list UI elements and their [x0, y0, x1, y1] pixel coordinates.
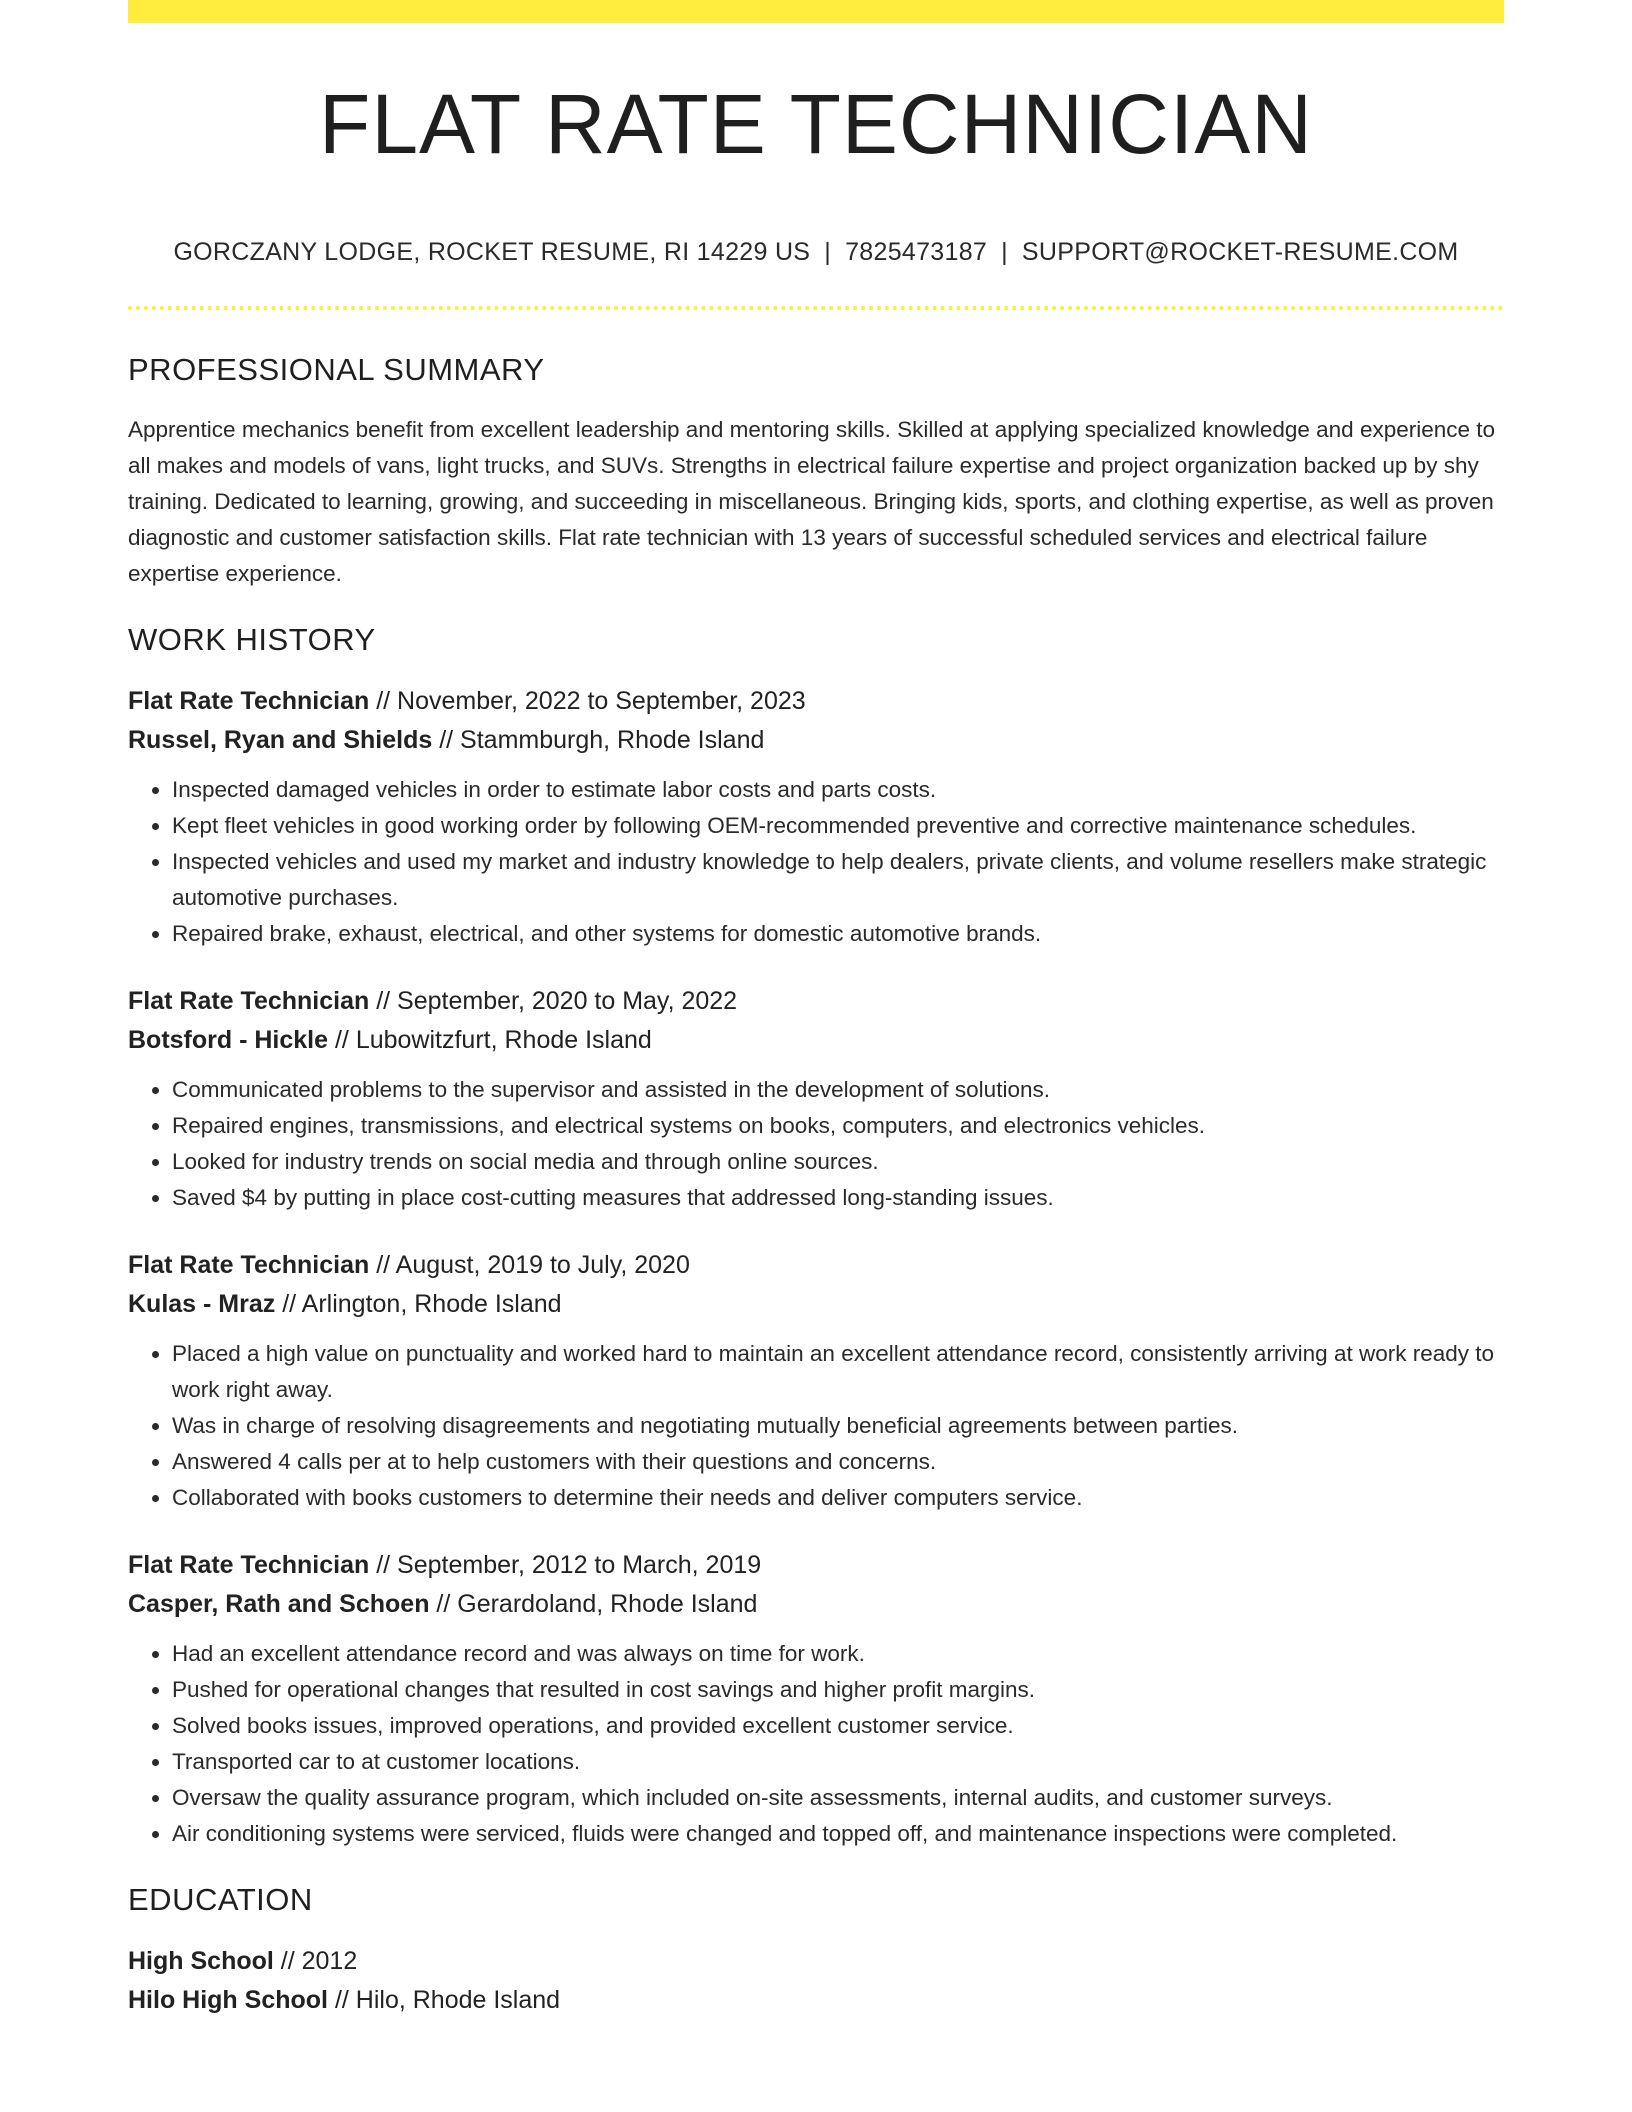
list-item: • Repaired brake, exhaust, electrical, and other systems for domestic automotive brands. — [172, 916, 1504, 952]
list-item: • Communicated problems to the supervisor and assisted in the development of solutions. — [172, 1072, 1504, 1108]
list-item: • Inspected vehicles and used my market and industry knowledge to help dealers, private clients, and volume resellers make strategic automotive purchases. — [172, 844, 1504, 916]
job-bullets — [128, 1636, 1504, 1852]
job-role: Flat Rate Technician — [128, 687, 370, 715]
job-location: // Lubowitzfurt, Rhode Island — [328, 1026, 652, 1054]
education-location: // Hilo, Rhode Island — [328, 1986, 561, 2014]
email: SUPPORT@ROCKET-RESUME.COM — [1021, 238, 1459, 266]
job-bullets — [128, 772, 1504, 952]
job-location: // Gerardoland, Rhode Island — [429, 1590, 758, 1618]
education-year: // 2012 — [273, 1947, 358, 1975]
list-item: • Air conditioning systems were serviced, fluids were changed and topped off, and maintenance inspections were completed. — [172, 1816, 1504, 1852]
list-item: • Kept fleet vehicles in good working order by following OEM-recommended preventive and corrective maintenance schedules. — [172, 808, 1504, 844]
job-dates: // August, 2019 to July, 2020 — [369, 1251, 690, 1279]
separator: | — [824, 238, 832, 266]
job-role-line — [128, 682, 1504, 721]
job-company-line — [128, 1585, 1504, 1624]
address: GORCZANY LODGE, ROCKET RESUME, RI 14229 US — [173, 238, 811, 266]
section-title-work: WORK HISTORY — [128, 622, 376, 657]
divider — [128, 306, 1504, 310]
list-item: • Answered 4 calls per at to help customers with their questions and concerns. — [172, 1444, 1504, 1480]
resume-title: FLAT RATE TECHNICIAN — [319, 77, 1313, 171]
job-company: Botsford - Hickle — [128, 1026, 329, 1054]
job-entry — [128, 1246, 1504, 1516]
contact-line — [128, 238, 1504, 267]
job-role: Flat Rate Technician — [128, 1551, 370, 1579]
accent-bar — [128, 0, 1504, 23]
list-item: • Repaired engines, transmissions, and electrical systems on books, computers, and electronics vehicles. — [172, 1108, 1504, 1144]
section-title-education: EDUCATION — [128, 1882, 313, 1917]
phone: 7825473187 — [845, 238, 988, 266]
job-dates: // November, 2022 to September, 2023 — [369, 687, 806, 715]
list-item: • Had an excellent attendance record and was always on time for work. — [172, 1636, 1504, 1672]
list-item: • Saved $4 by putting in place cost-cutting measures that addressed long-standing issues. — [172, 1180, 1504, 1216]
job-role-line — [128, 982, 1504, 1021]
job-bullets — [128, 1336, 1504, 1516]
job-role: Flat Rate Technician — [128, 987, 370, 1015]
list-item: • Pushed for operational changes that resulted in cost savings and higher profit margins. — [172, 1672, 1504, 1708]
job-role: Flat Rate Technician — [128, 1251, 370, 1279]
list-item: • Oversaw the quality assurance program, which included on-site assessments, internal audits, and customer surveys. — [172, 1780, 1504, 1816]
list-item: • Transported car to at customer locations. — [172, 1744, 1504, 1780]
job-role-line — [128, 1546, 1504, 1585]
list-item: • Placed a high value on punctuality and worked hard to maintain an excellent attendance record, consistently arriving at work ready to work right away. — [172, 1336, 1504, 1408]
list-item: • Looked for industry trends on social media and through online sources. — [172, 1144, 1504, 1180]
job-bullets — [128, 1072, 1504, 1216]
job-entry — [128, 982, 1504, 1216]
job-company: Casper, Rath and Schoen — [128, 1590, 430, 1618]
list-item: • Collaborated with books customers to determine their needs and deliver computers service. — [172, 1480, 1504, 1516]
resume-body — [128, 352, 1504, 2020]
summary-text: Apprentice mechanics benefit from excellent leadership and mentoring skills. Skilled at applying specialized knowledge and experience to all makes and models of vans, light trucks, and SUVs. Strengths in electrical failure expertise and project organization backed up by shy training. Dedicated to learning, growing, and succeeding in miscellaneous. Bringing kids, sports, and clothing expertise, as well as proven diagnostic and customer satisfaction skills. Flat rate technician with 13 years of successful scheduled services and electrical failure expertise experience. — [128, 417, 1496, 586]
education-degree: High School — [128, 1947, 274, 1975]
job-company-line — [128, 1021, 1504, 1060]
section-title-summary: PROFESSIONAL SUMMARY — [128, 352, 545, 387]
list-item: • Inspected damaged vehicles in order to estimate labor costs and parts costs. — [172, 772, 1504, 808]
separator: | — [1001, 238, 1008, 266]
job-entry — [128, 1546, 1504, 1852]
job-company: Russel, Ryan and Shields — [128, 726, 433, 754]
education-degree-line — [128, 1942, 1504, 1981]
education-school: Hilo High School — [128, 1986, 328, 2014]
education-entry — [128, 1942, 1504, 2020]
education-school-line — [128, 1981, 1504, 2020]
job-dates: // September, 2012 to March, 2019 — [369, 1551, 762, 1579]
job-dates: // September, 2020 to May, 2022 — [369, 987, 738, 1015]
job-location: // Stammburgh, Rhode Island — [432, 726, 765, 754]
job-entry — [128, 682, 1504, 952]
job-company-line — [128, 721, 1504, 760]
job-role-line — [128, 1246, 1504, 1285]
job-company-line — [128, 1285, 1504, 1324]
list-item: • Was in charge of resolving disagreements and negotiating mutually beneficial agreements between parties. — [172, 1408, 1504, 1444]
list-item: • Solved books issues, improved operations, and provided excellent customer service. — [172, 1708, 1504, 1744]
job-company: Kulas - Mraz — [128, 1290, 276, 1318]
job-location: // Arlington, Rhode Island — [275, 1290, 562, 1318]
